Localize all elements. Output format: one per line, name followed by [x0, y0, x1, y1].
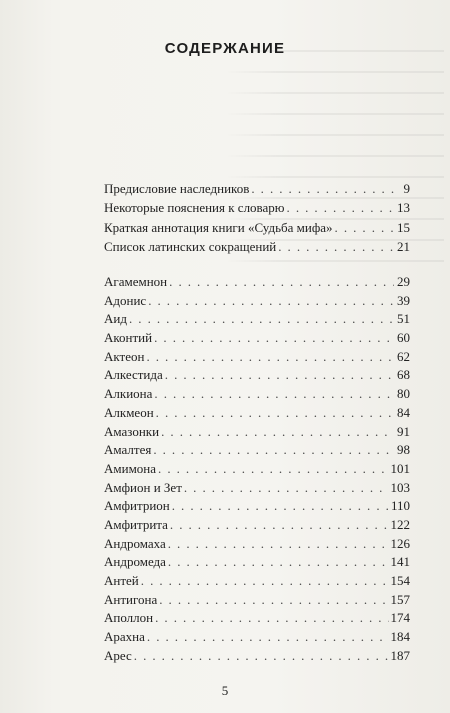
dot-leader — [153, 441, 394, 460]
toc-entry-title: Список латинских сокращений — [104, 239, 277, 255]
toc-row — [104, 273, 410, 292]
dot-leader — [335, 218, 394, 237]
dot-leader — [154, 329, 394, 348]
toc-page-number: 62 — [397, 348, 410, 364]
toc-page-number: 98 — [397, 442, 410, 458]
toc-entry-title: Амазонки — [104, 423, 160, 439]
toc-entry-title: Краткая аннотация книги «Судьба мифа» — [104, 219, 333, 235]
toc-entry-title: Арес — [104, 647, 132, 663]
toc-row — [104, 647, 410, 666]
toc-row — [104, 553, 410, 572]
toc-entry-title: Аконтий — [104, 330, 153, 346]
toc-page-number: 84 — [397, 404, 410, 420]
dot-leader — [155, 609, 388, 628]
toc-row — [104, 423, 410, 442]
toc-page-number: 80 — [397, 386, 410, 402]
page-title: СОДЕРЖАНИЕ — [164, 40, 286, 57]
dot-leader — [287, 198, 394, 217]
toc-entry-title: Антей — [104, 573, 139, 588]
toc-row — [104, 179, 410, 198]
front-matter-list — [104, 179, 410, 257]
toc-page-number: 157 — [390, 591, 410, 607]
toc-page-number: 122 — [390, 516, 410, 532]
dot-leader — [158, 460, 388, 479]
toc-entry-title: Арахна — [104, 629, 145, 645]
toc-page-number: 68 — [397, 367, 410, 383]
toc-page-number: 9 — [403, 181, 410, 196]
toc-row — [104, 292, 410, 311]
toc-entry-title: Адонис — [104, 292, 147, 308]
dot-leader — [278, 237, 394, 256]
dot-leader — [165, 366, 394, 385]
toc-page-number: 21 — [397, 239, 410, 255]
toc-entry-title: Андромаха — [104, 535, 166, 551]
toc-page-number: 15 — [397, 219, 410, 235]
toc-entry-title: Амфитрита — [104, 516, 168, 532]
dot-leader — [168, 553, 389, 572]
page-number: 5 — [221, 683, 229, 698]
toc-row — [104, 497, 410, 516]
toc-page-number: 103 — [390, 479, 410, 495]
toc-row — [104, 310, 410, 329]
toc-entry-title: Актеон — [104, 348, 145, 364]
toc-page-number: 29 — [397, 274, 410, 289]
toc-row — [104, 329, 410, 348]
toc-page-number: 184 — [390, 629, 410, 645]
toc-row — [104, 404, 410, 423]
toc-row — [104, 591, 410, 610]
toc-page-number: 51 — [397, 311, 410, 327]
toc-row — [104, 441, 410, 460]
toc-page-number: 13 — [397, 200, 410, 216]
toc-row — [104, 385, 410, 404]
toc-entry-title: Аид — [104, 311, 127, 327]
dot-leader — [129, 310, 394, 329]
dot-leader — [159, 591, 388, 610]
toc-entry-title: Алкмеон — [104, 404, 154, 420]
dot-leader — [168, 535, 389, 554]
toc-row — [104, 460, 410, 479]
toc-page-number: 39 — [397, 292, 410, 308]
toc-row — [104, 535, 410, 554]
toc-row — [104, 218, 410, 237]
dot-leader — [172, 497, 389, 516]
dot-leader — [148, 292, 394, 311]
dot-leader — [184, 479, 389, 498]
toc-entry-title: Амимона — [104, 460, 157, 476]
toc-page-number: 60 — [397, 330, 410, 346]
dot-leader — [146, 348, 394, 367]
toc-row — [104, 609, 410, 628]
toc-entry-title: Аполлон — [104, 610, 154, 626]
dot-leader — [251, 179, 394, 198]
toc-row — [104, 198, 410, 217]
dot-leader — [147, 628, 389, 647]
toc-entry-title: Алкиона — [104, 386, 153, 402]
toc-row — [104, 348, 410, 367]
toc-entry-title: Амалтея — [104, 442, 152, 458]
toc-row — [104, 479, 410, 498]
toc-page-number: 141 — [390, 554, 410, 570]
toc-entry-title: Некоторые пояснения к словарю — [104, 200, 285, 216]
dot-leader — [154, 385, 394, 404]
dot-leader — [170, 516, 389, 535]
toc-row — [104, 572, 410, 591]
toc-row — [104, 628, 410, 647]
toc-row — [104, 516, 410, 535]
toc-page-number: 154 — [390, 573, 410, 588]
dot-leader — [161, 423, 394, 442]
toc-page-number: 91 — [397, 423, 410, 439]
dot-leader — [169, 273, 394, 292]
toc-row — [104, 237, 410, 256]
toc-page-number: 187 — [390, 647, 410, 663]
dot-leader — [156, 404, 394, 423]
toc-entry-title: Предисловие наследников — [104, 181, 250, 196]
toc-entry-title: Агамемнон — [104, 274, 168, 289]
toc-page-number: 174 — [390, 610, 410, 626]
toc-entry-title: Андромеда — [104, 554, 166, 570]
dot-leader — [134, 647, 389, 666]
toc-row — [104, 366, 410, 385]
toc-entry-title: Амфион и Зет — [104, 479, 182, 495]
dot-leader — [141, 572, 389, 591]
toc-entry-title: Амфитрион — [104, 498, 170, 514]
toc-entry-title: Алкестида — [104, 367, 163, 383]
entries-list — [104, 273, 410, 665]
toc-entry-title: Антигона — [104, 591, 158, 607]
toc-page-number: 110 — [390, 498, 410, 514]
toc-page-number: 126 — [390, 535, 410, 551]
toc-page-number: 101 — [390, 460, 410, 476]
